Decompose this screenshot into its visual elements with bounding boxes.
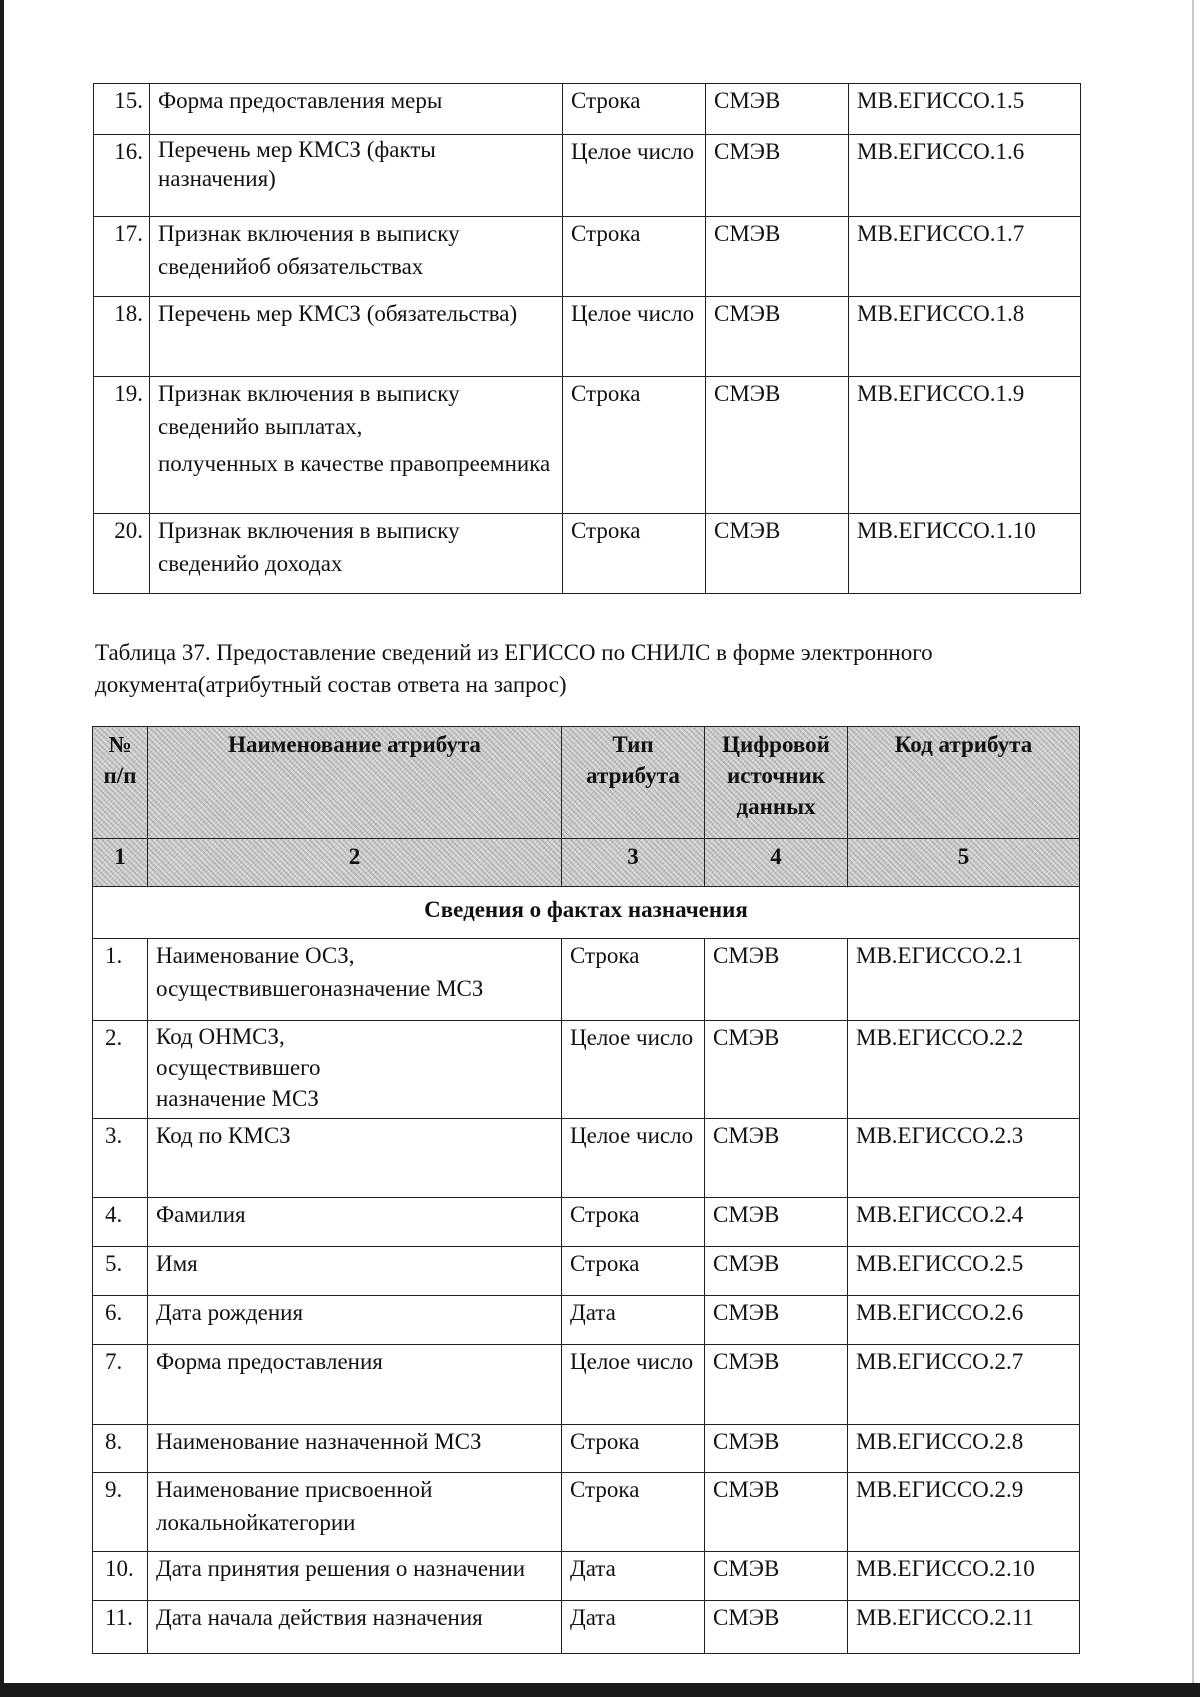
data-source: СМЭВ	[705, 1247, 848, 1296]
row-number: 7.	[93, 1345, 148, 1425]
column-number: 4	[705, 839, 848, 887]
attribute-type: Строка	[563, 217, 706, 297]
attribute-type: Строка	[563, 84, 706, 135]
data-source: СМЭВ	[705, 1021, 848, 1119]
attribute-type: Дата	[562, 1296, 705, 1345]
column-numbers-row	[93, 839, 1080, 887]
attribute-code: МВ.ЕГИССО.1.7	[849, 217, 1081, 297]
attribute-code: МВ.ЕГИССО.2.4	[848, 1198, 1080, 1247]
data-source: СМЭВ	[705, 1473, 848, 1552]
data-source: СМЭВ	[705, 1198, 848, 1247]
table-caption: Таблица 37. Предоставление сведений из ЕГИССО по СНИЛС в форме электронного документа(атрибутный состав ответа на запрос)	[95, 640, 933, 697]
header-attribute-code: Код атрибута	[848, 727, 1080, 839]
row-number: 8.	[93, 1425, 148, 1473]
attribute-name: Дата рождения	[148, 1296, 562, 1345]
attribute-name: Фамилия	[148, 1198, 562, 1247]
attribute-type: Целое число	[563, 135, 706, 217]
data-source: СМЭВ	[705, 1119, 848, 1198]
column-number: 2	[148, 839, 562, 887]
data-source: СМЭВ	[705, 1425, 848, 1473]
header-row	[93, 727, 1080, 839]
attribute-name: Форма предоставления	[148, 1345, 562, 1425]
attribute-name: Имя	[148, 1247, 562, 1296]
attribute-name: Наименование ОСЗ, осуществившегоназначение МСЗ	[148, 939, 562, 1021]
attribute-code: МВ.ЕГИССО.2.5	[848, 1247, 1080, 1296]
data-source: СМЭВ	[706, 514, 849, 594]
attribute-type: Строка	[562, 1247, 705, 1296]
attribute-code: МВ.ЕГИССО.2.10	[848, 1552, 1080, 1601]
attribute-type: Строка	[562, 939, 705, 1021]
attribute-code: МВ.ЕГИССО.2.8	[848, 1425, 1080, 1473]
table-row	[93, 1198, 1080, 1247]
attribute-name: Наименование присвоенной локальнойкатегории	[148, 1473, 562, 1552]
table-row	[93, 939, 1080, 1021]
column-number: 5	[848, 839, 1080, 887]
attribute-code: МВ.ЕГИССО.1.5	[849, 84, 1081, 135]
attribute-name: Дата принятия решения о назначении	[148, 1552, 562, 1601]
data-source: СМЭВ	[705, 1345, 848, 1425]
section-title: Сведения о фактах назначения	[93, 887, 1080, 939]
attribute-code: МВ.ЕГИССО.1.10	[849, 514, 1081, 594]
table-row	[94, 135, 1081, 217]
section-row	[93, 887, 1080, 939]
row-number: 3.	[93, 1119, 148, 1198]
row-number: 1.	[93, 939, 148, 1021]
attribute-name: Признак включения в выписку сведенийоб обязательствах	[150, 217, 563, 297]
table-row	[93, 1425, 1080, 1473]
table-row	[93, 1247, 1080, 1296]
attribute-type: Целое число	[562, 1021, 705, 1119]
attribute-name: Наименование назначенной МСЗ	[148, 1425, 562, 1473]
row-number: 6.	[93, 1296, 148, 1345]
attribute-name	[148, 1021, 562, 1119]
attribute-type: Целое число	[562, 1119, 705, 1198]
row-number: 2.	[93, 1021, 148, 1119]
attribute-type: Строка	[562, 1425, 705, 1473]
attribute-name: Признак включения в выписку сведенийо доходах	[150, 514, 563, 594]
header-attribute-type: Тип атрибута	[562, 727, 705, 839]
data-source: СМЭВ	[706, 377, 849, 514]
attribute-code: МВ.ЕГИССО.2.2	[848, 1021, 1080, 1119]
attribute-code: МВ.ЕГИССО.2.3	[848, 1119, 1080, 1198]
table-row	[93, 1345, 1080, 1425]
attribute-code: МВ.ЕГИССО.2.1	[848, 939, 1080, 1021]
attribute-name: Перечень мер КМСЗ (факты назначения)	[150, 135, 563, 217]
row-number: 5.	[93, 1247, 148, 1296]
table-row	[93, 1119, 1080, 1198]
attribute-type: Строка	[563, 377, 706, 514]
header-attribute-name: Наименование атрибута	[148, 727, 562, 839]
attributes-table-37	[92, 726, 1080, 1654]
data-source: СМЭВ	[705, 1601, 848, 1654]
attribute-type: Дата	[562, 1552, 705, 1601]
row-number: 4.	[93, 1198, 148, 1247]
table-row	[93, 1473, 1080, 1552]
attribute-name-line2: полученных в качестве правопреемника	[158, 451, 551, 476]
row-number: 18.	[94, 297, 150, 377]
attribute-name: Форма предоставления меры	[150, 84, 563, 135]
attribute-code: МВ.ЕГИССО.1.9	[849, 377, 1081, 514]
page-right-edge	[1192, 0, 1194, 1683]
attribute-type: Строка	[563, 514, 706, 594]
attribute-name: Перечень мер КМСЗ (обязательства)	[150, 297, 563, 377]
table-row	[94, 84, 1081, 135]
header-number: № п/п	[93, 727, 148, 839]
data-source: СМЭВ	[705, 1552, 848, 1601]
table-row	[94, 297, 1081, 377]
row-number: 15.	[94, 84, 150, 135]
table-row	[93, 1601, 1080, 1654]
attribute-type: Дата	[562, 1601, 705, 1654]
header-data-source: Цифровой источник данных	[705, 727, 848, 839]
attribute-type: Целое число	[562, 1345, 705, 1425]
attribute-name-line1: Признак включения в выписку сведенийо выплатах,	[158, 381, 460, 439]
data-source: СМЭВ	[705, 939, 848, 1021]
attribute-code: МВ.ЕГИССО.2.7	[848, 1345, 1080, 1425]
data-source: СМЭВ	[706, 297, 849, 377]
scan-bottom-edge	[0, 1683, 1200, 1697]
data-source: СМЭВ	[706, 217, 849, 297]
row-number: 10.	[93, 1552, 148, 1601]
attribute-code: МВ.ЕГИССО.1.6	[849, 135, 1081, 217]
data-source: СМЭВ	[706, 84, 849, 135]
attribute-type: Строка	[562, 1198, 705, 1247]
column-number: 3	[562, 839, 705, 887]
attribute-name: Дата начала действия назначения	[148, 1601, 562, 1654]
table-row	[94, 217, 1081, 297]
attribute-type: Строка	[562, 1473, 705, 1552]
data-source: СМЭВ	[705, 1296, 848, 1345]
table-row	[94, 514, 1081, 594]
scan-left-edge	[0, 0, 4, 1697]
attribute-type: Целое число	[563, 297, 706, 377]
row-number: 19.	[94, 377, 150, 514]
table-row	[94, 377, 1081, 514]
table-row	[93, 1021, 1080, 1119]
row-number: 9.	[93, 1473, 148, 1552]
attribute-code: МВ.ЕГИССО.2.9	[848, 1473, 1080, 1552]
table-row	[93, 1296, 1080, 1345]
column-number: 1	[93, 839, 148, 887]
attribute-code: МВ.ЕГИССО.2.11	[848, 1601, 1080, 1654]
attribute-name	[150, 377, 563, 514]
row-number: 16.	[94, 135, 150, 217]
data-source: СМЭВ	[706, 135, 849, 217]
row-number: 20.	[94, 514, 150, 594]
attribute-code: МВ.ЕГИССО.2.6	[848, 1296, 1080, 1345]
table-row	[93, 1552, 1080, 1601]
attribute-name: Код по КМСЗ	[148, 1119, 562, 1198]
attribute-code: МВ.ЕГИССО.1.8	[849, 297, 1081, 377]
attribute-name-text: Код ОНМСЗ, осуществившего назначение МСЗ	[156, 1024, 321, 1111]
row-number: 11.	[93, 1601, 148, 1654]
attributes-table-continued	[93, 83, 1081, 594]
row-number: 17.	[94, 217, 150, 297]
